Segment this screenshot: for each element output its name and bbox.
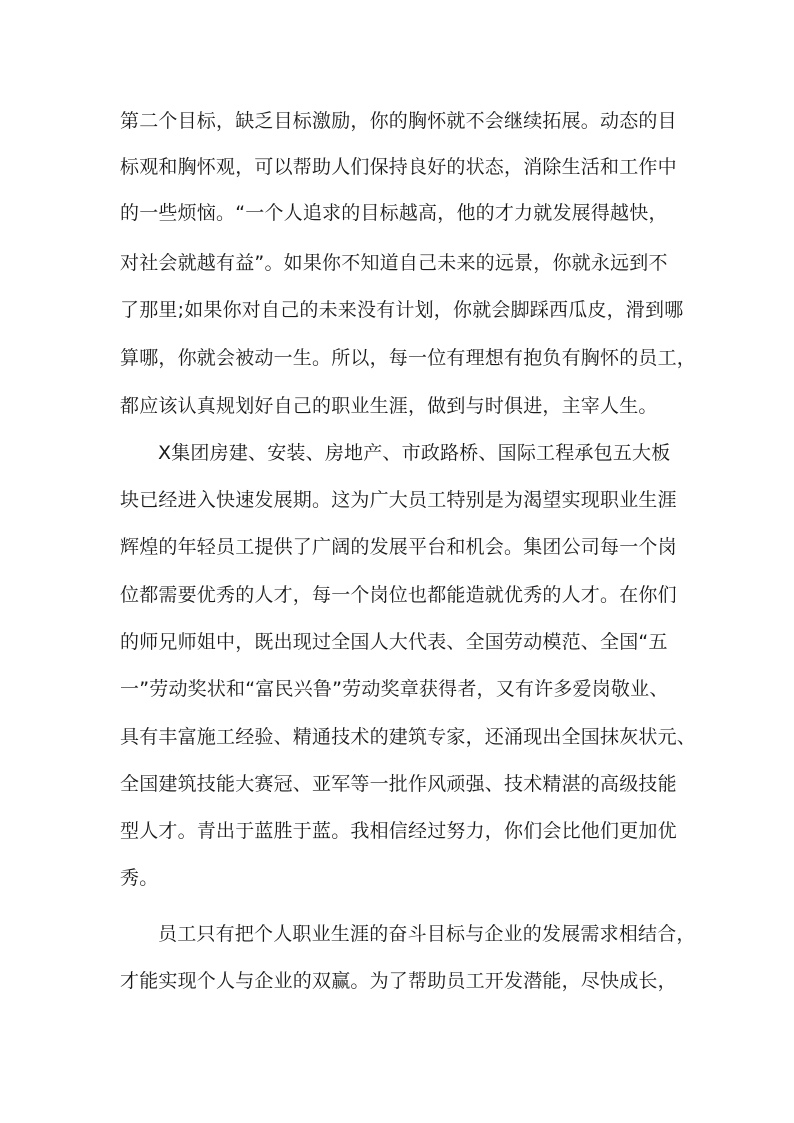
text-line: 秀。: [120, 867, 159, 889]
text-line: 算哪，你就会被动一生。所以，每一位有理想有抱负有胸怀的员工，: [120, 347, 697, 369]
text-line: 都应该认真规划好自己的职业生涯，做到与时俱进，主宰人生。: [120, 395, 658, 417]
text-line: 位都需要优秀的人才，每一个岗位也都能造就优秀的人才。在你们: [120, 584, 677, 606]
text-line: 全国建筑技能大赛冠、亚军等一批作风顽强、技术精湛的高级技能: [120, 773, 677, 795]
text-line: 块已经进入快速发展期。这为广大员工特别是为渴望实现职业生涯: [120, 489, 677, 511]
text-line: 标观和胸怀观，可以帮助人们保持良好的状态，消除生活和工作中: [120, 156, 677, 178]
text-line: 具有丰富施工经验、精通技术的建筑专家，还涌现出全国抹灰状元、: [120, 726, 697, 748]
text-line: 才能实现个人与企业的双赢。为了帮助员工开发潜能，尽快成长，: [120, 970, 677, 992]
paragraph-start-line: 员工只有把个人职业生涯的奋斗目标与企业的发展需求相结合，: [158, 923, 696, 945]
text-line: 第二个目标，缺乏目标激励，你的胸怀就不会继续拓展。动态的目: [120, 110, 677, 132]
text-line: 对社会就越有益”。如果你不知道自己未来的远景，你就永远到不: [120, 252, 668, 274]
text-line: 了那里;如果你对自己的未来没有计划，你就会脚踩西瓜皮，滑到哪: [120, 299, 684, 321]
text-line: 型人才。青出于蓝胜于蓝。我相信经过努力，你们会比他们更加优: [120, 820, 677, 842]
text-line: 辉煌的年轻员工提供了广阔的发展平台和机会。集团公司每一个岗: [120, 536, 677, 558]
text-line: 一”劳动奖状和“富民兴鲁”劳动奖章获得者，又有许多爱岗敬业、: [120, 678, 669, 700]
text-line: 的一些烦恼。“一个人追求的目标越高，他的才力就发展得越快，: [120, 202, 668, 224]
paragraph-start-line: X集团房建、安装、房地产、市政路桥、国际工程承包五大板: [158, 442, 671, 464]
text-line: 的师兄师姐中，既出现过全国人大代表、全国劳动模范、全国“五: [120, 631, 668, 653]
